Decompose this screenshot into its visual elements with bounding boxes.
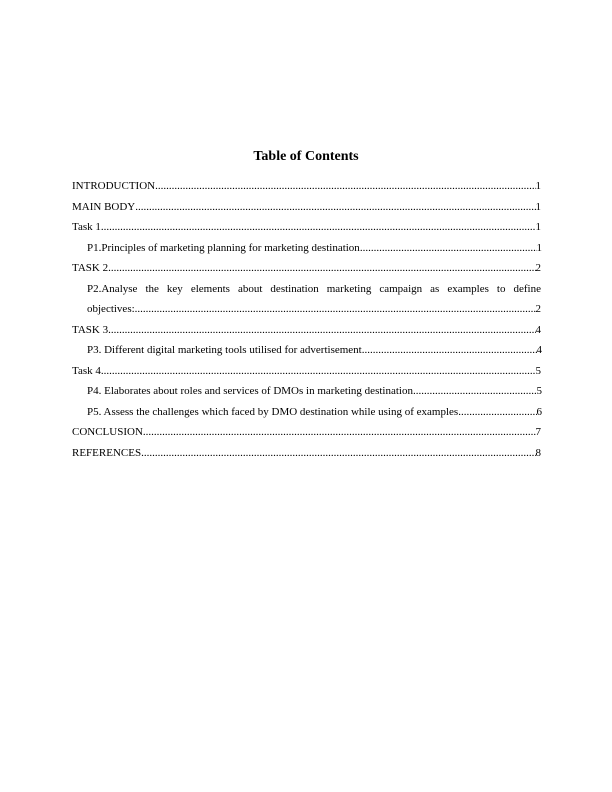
toc-leader-dots	[360, 238, 537, 259]
toc-leader-dots	[135, 197, 535, 218]
toc-leader-dots	[155, 176, 535, 197]
toc-entry-page: 5	[535, 364, 541, 377]
toc-entry-task-2[interactable]	[72, 258, 541, 279]
toc-entry-continuation	[87, 299, 541, 320]
toc-entry-page: 7	[535, 426, 541, 438]
toc-entry-label: CONCLUSION	[72, 426, 143, 438]
toc-entry-label: P3. Different digital marketing tools utilised for advertisement	[87, 344, 362, 356]
toc-entry-p5[interactable]	[72, 402, 542, 423]
toc-entry-page: 1	[535, 200, 541, 213]
toc-entry-p1[interactable]	[72, 238, 542, 259]
toc-entry-label: MAIN BODY	[72, 200, 136, 213]
toc-entry-page: 4	[536, 344, 542, 356]
toc-list	[72, 176, 541, 463]
toc-entry-label: P1.Principles of marketing planning for marketing destination	[87, 241, 360, 254]
toc-entry-page: 8	[535, 446, 541, 459]
toc-entry-main-body[interactable]	[72, 197, 541, 218]
toc-entry-page: 1	[535, 180, 541, 192]
toc-leader-dots	[101, 217, 536, 238]
toc-entry-task-4[interactable]	[72, 361, 541, 382]
toc-entry-page: 2	[535, 262, 541, 274]
toc-entry-references[interactable]	[72, 443, 541, 464]
toc-entry-label: P5. Assess the challenges which faced by DMO destination while using of examples	[87, 405, 459, 418]
toc-entry-introduction[interactable]	[72, 176, 541, 197]
toc-leader-dots	[458, 402, 536, 423]
toc-leader-dots	[141, 443, 535, 464]
toc-entry-label: P4. Elaborates about roles and services of DMOs in marketing destination	[87, 385, 413, 397]
toc-title: Table of Contents	[253, 149, 359, 164]
toc-leader-dots	[413, 381, 537, 402]
toc-entry-page: 4	[535, 323, 541, 336]
toc-entry-label: TASK 2	[72, 262, 109, 274]
toc-entry-task-3[interactable]	[72, 320, 541, 341]
toc-entry-page: 2	[535, 303, 541, 315]
toc-entry-label: TASK 3	[72, 323, 109, 336]
toc-leader-dots	[108, 320, 535, 341]
toc-entry-p4[interactable]	[72, 381, 542, 402]
toc-entry-label: INTRODUCTION	[72, 180, 156, 192]
toc-entry-p2[interactable]	[72, 279, 541, 320]
toc-entry-conclusion[interactable]	[72, 422, 541, 443]
toc-leader-dots	[362, 340, 537, 361]
toc-leader-dots	[101, 361, 536, 382]
toc-entry-label: objectives:	[87, 303, 135, 315]
toc-entry-page: 5	[536, 385, 542, 397]
toc-entry-page: 1	[535, 221, 541, 233]
toc-entry-label: REFERENCES	[72, 446, 142, 459]
toc-entry-label: Task 4	[72, 364, 101, 377]
toc-leader-dots	[143, 422, 536, 443]
toc-entry-page: 1	[536, 241, 542, 254]
toc-entry-page: 6	[536, 405, 542, 418]
toc-entry-p3[interactable]	[72, 340, 542, 361]
toc-entry-label: P2.Analyse the key elements about destination marketing campaign as examples to define	[87, 282, 541, 295]
toc-leader-dots	[135, 299, 536, 320]
toc-entry-task-1[interactable]	[72, 217, 541, 238]
toc-entry-label: Task 1	[72, 221, 101, 233]
toc-leader-dots	[108, 258, 535, 279]
